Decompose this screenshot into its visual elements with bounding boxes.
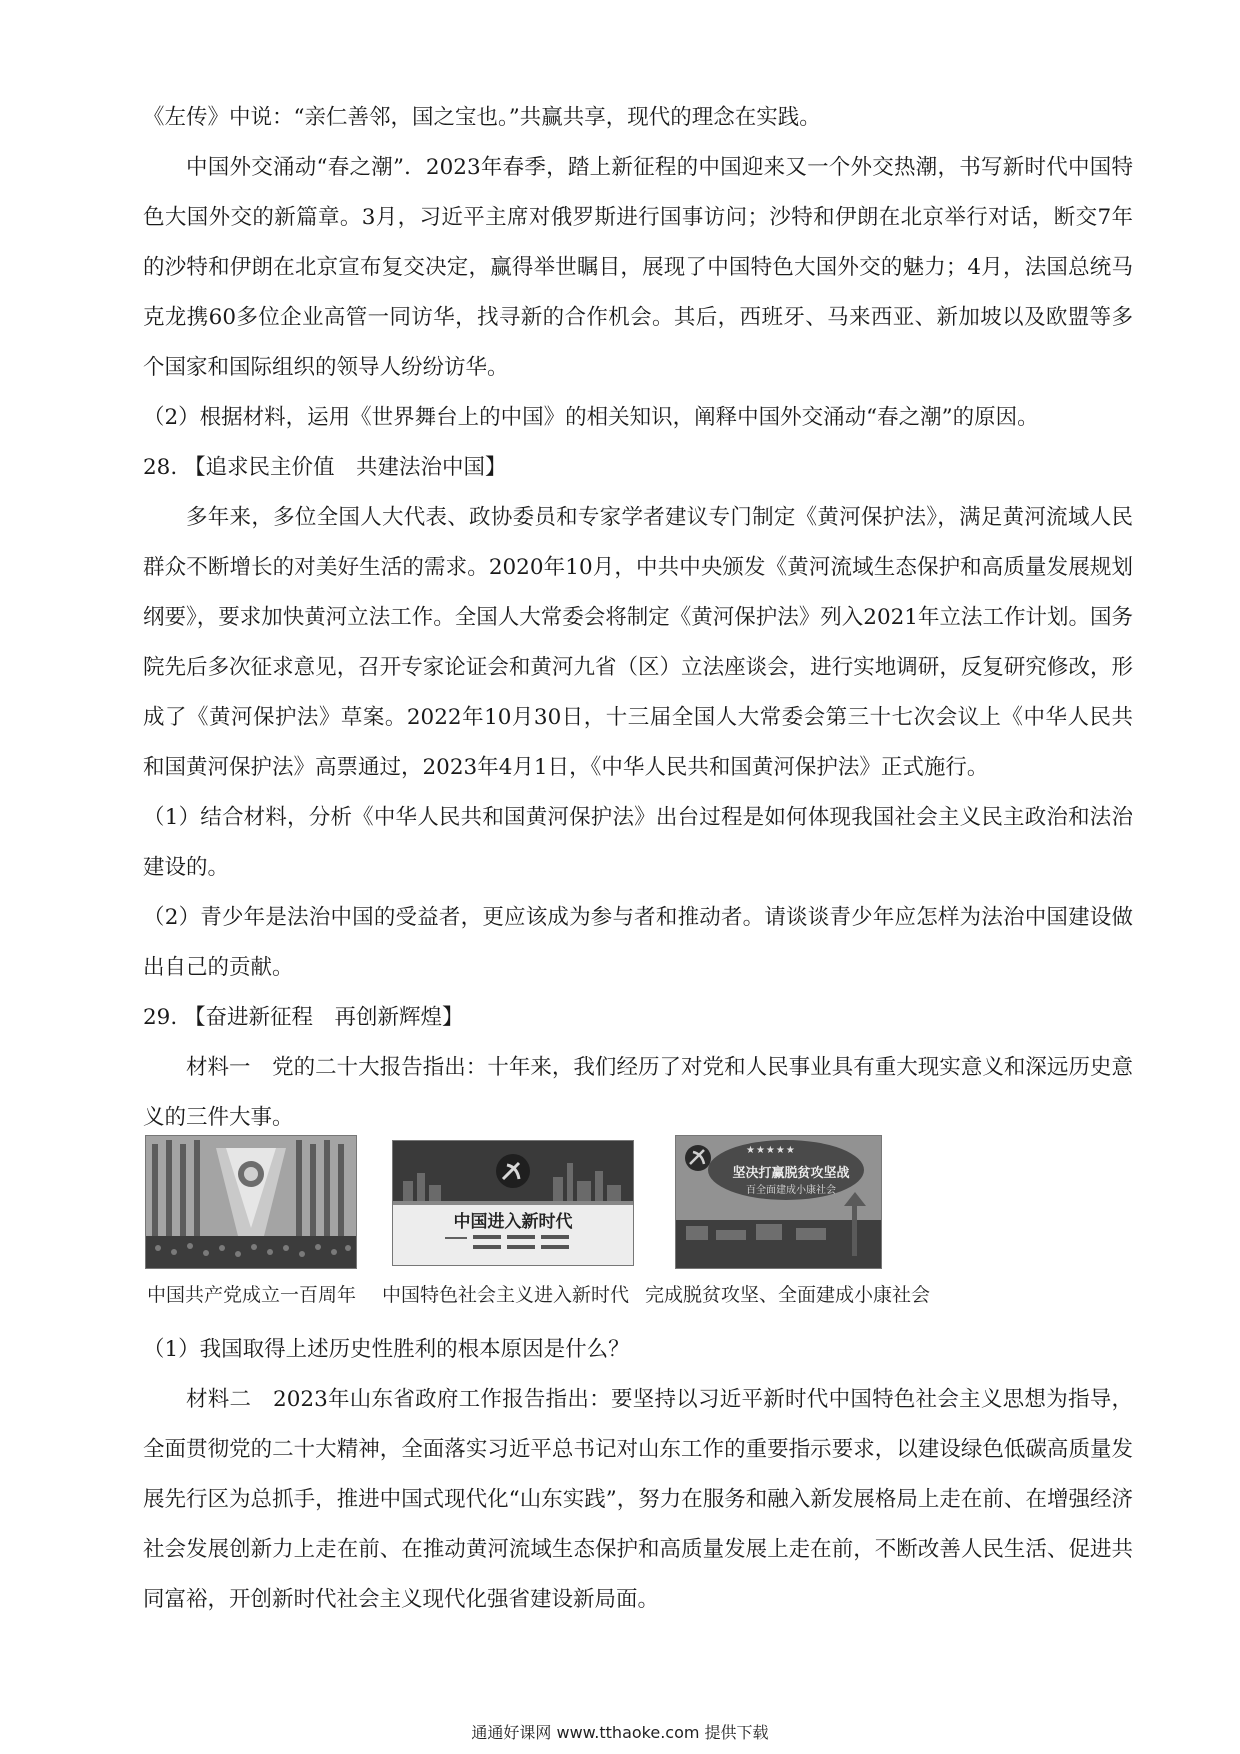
- banner-slogan: 坚决打赢脱贫攻坚战: [732, 1166, 850, 1181]
- paragraph-zuozhuan-quote: 《左传》中说：“亲仁善邻，国之宝也。”共赢共享，现代的理念在实践。: [143, 105, 821, 130]
- banner-stars: ★★★★★: [746, 1145, 796, 1156]
- page-footer: 通通好课网 www.tthaoke.com 提供下载: [471, 1723, 769, 1742]
- question-29-1: （1）我国取得上述历史性胜利的根本原因是什么？: [143, 1337, 630, 1362]
- question-29-title: 29. 【奋进新征程 再创新辉煌】: [143, 1005, 464, 1030]
- banner-slogan-2: 百全面建成小康社会: [746, 1185, 836, 1196]
- three-events-figures: [140, 1135, 990, 1305]
- figure-caption: 中国共产党成立一百周年: [147, 1284, 357, 1306]
- paragraph-diplomacy-material: 中国外交涌动“春之潮”．2023年春季，踏上新征程的中国迎来又一个外交热潮，书写新时代中国特色大国外交的新篇章。3月，习近平主席对俄罗斯进行国事访问；沙特和伊朗在北京举行对话，断交7年的沙特和伊朗在北京宣布复交决定，赢得举世瞩目，展现了中国特色大国外交的魅力；4月，法国总统马克龙携60多位企业高管一同访华，找寻新的合作机会。其后，西班牙、马来西亚、新加坡以及欧盟等多个国家和国际组织的领导人纷纷访华。: [143, 155, 1133, 380]
- figure-caption: 完成脱贫攻坚、全面建成小康社会: [645, 1284, 931, 1306]
- question-27-2: （2）根据材料，运用《世界舞台上的中国》的相关知识，阐释中国外交涌动“春之潮”的原因。: [143, 405, 1039, 430]
- photo-centenary-hall: [145, 1135, 357, 1269]
- poster-new-era: [392, 1140, 634, 1266]
- figure-caption: 中国特色社会主义进入新时代: [382, 1284, 630, 1306]
- question-28-2: （2）青少年是法治中国的受益者，更应该成为参与者和推动者。请谈谈青少年应怎样为法治中国建设做出自己的贡献。: [143, 905, 1133, 980]
- paragraph-material-one: 材料一 党的二十大报告指出：十年来，我们经历了对党和人民事业具有重大现实意义和深远历史意义的三件大事。: [143, 1055, 1133, 1130]
- paragraph-yellow-river-law-material: 多年来，多位全国人大代表、政协委员和专家学者建议专门制定《黄河保护法》，满足黄河流域人民群众不断增长的对美好生活的需求。2020年10月，中共中央颁发《黄河流域生态保护和高质量发展规划纲要》，要求加快黄河立法工作。全国人大常委会将制定《黄河保护法》列入2021年立法工作计划。国务院先后多次征求意见，召开专家论证会和黄河九省（区）立法座谈会，进行实地调研，反复研究修改，形成了《黄河保护法》草案。2022年10月30日，十三届全国人大常委会第三十七次会议上《中华人民共和国黄河保护法》高票通过，2023年4月1日，《中华人民共和国黄河保护法》正式施行。: [143, 505, 1133, 780]
- poster-poverty-alleviation: [675, 1135, 882, 1269]
- paragraph-material-two: 材料二 2023年山东省政府工作报告指出：要坚持以习近平新时代中国特色社会主义思想为指导，全面贯彻党的二十大精神，全面落实习近平总书记对山东工作的重要指示要求，以建设绿色低碳高质量发展先行区为总抓手，推进中国式现代化“山东实践”，努力在服务和融入新发展格局上走在前、在增强经济社会发展创新力上走在前、在推动黄河流域生态保护和高质量发展上走在前，不断改善人民生活、促进共同富裕，开创新时代社会主义现代化强省建设新局面。: [143, 1387, 1133, 1612]
- poster-title: 中国进入新时代: [453, 1212, 573, 1232]
- question-28-title: 28. 【追求民主价值 共建法治中国】: [143, 455, 507, 480]
- question-28-1: （1）结合材料，分析《中华人民共和国黄河保护法》出台过程是如何体现我国社会主义民主政治和法治建设的。: [143, 805, 1133, 880]
